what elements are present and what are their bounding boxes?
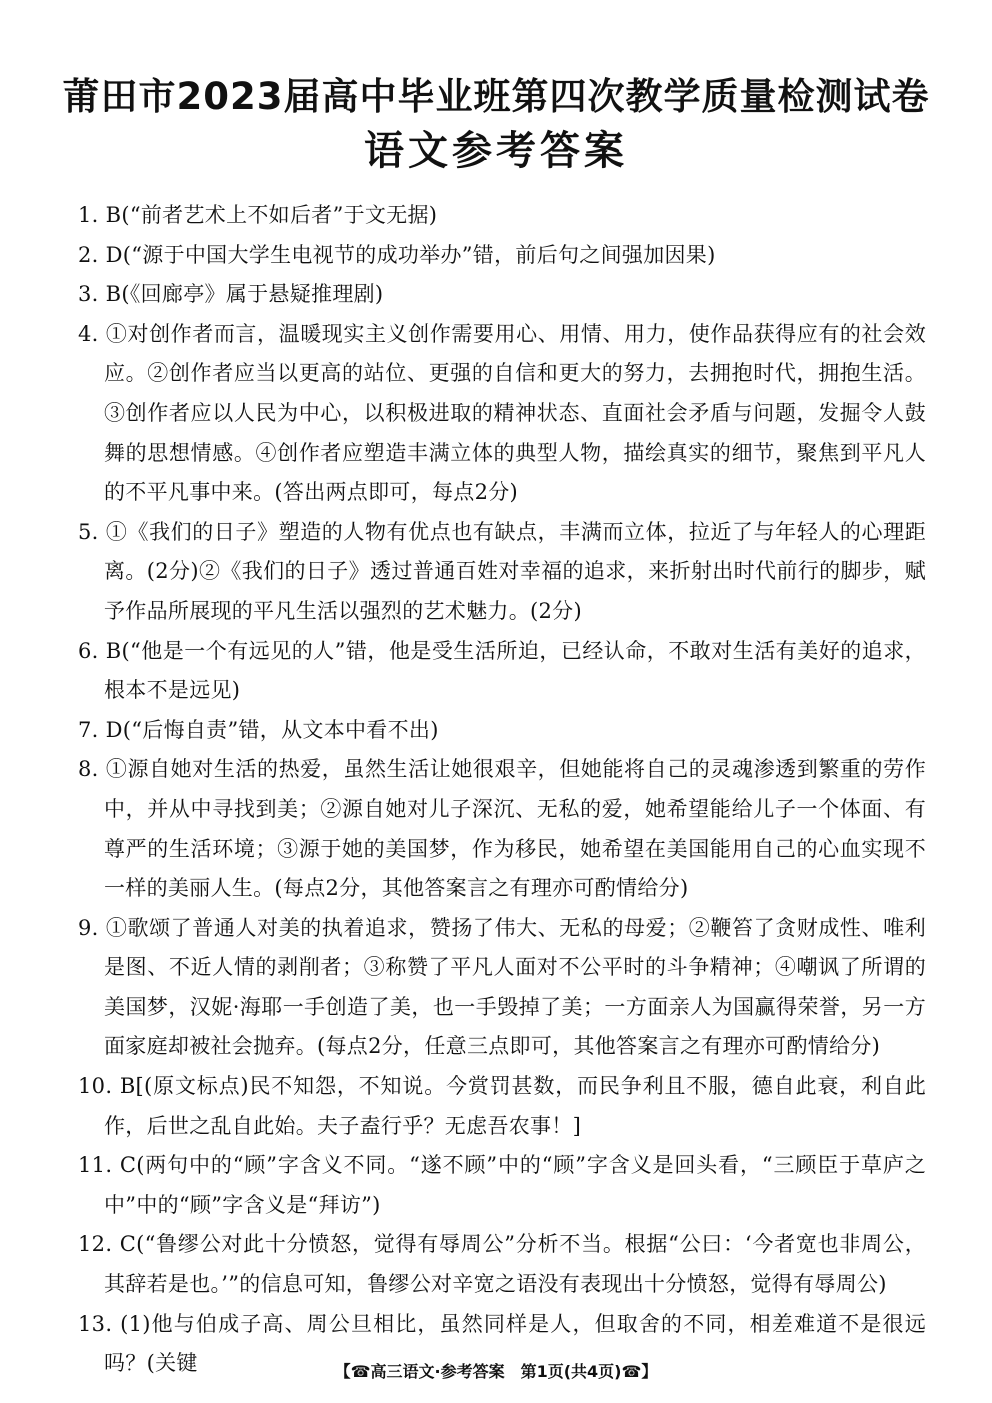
answer-item-9: 9. ①歌颂了普通人对美的执着追求，赞扬了伟大、无私的母爱；②鞭笞了贪财成性、唯利是图、不近人情的剥削者；③称赞了平凡人面对不公平时的斗争精神；④嘲讽了所谓的美国梦，汉妮·海耶一手创造了美，也一手毁掉了美；一方面亲人为国赢得荣誉，另一方面家庭却被社会抛弃。(每点2分，任意三点即可，其他答案言之有理亦可酌情给分) — [78, 915, 926, 1059]
answer-item-2: 2. D(“源于中国大学生电视节的成功举办”错，前后句之间强加因果) — [78, 242, 716, 267]
answer-item-11: 11. C(两句中的“顾”字含义不同。“遂不顾”中的“顾”字含义是回头看，“三顾臣于草庐之中”中的“顾”字含义是“拜访”) — [78, 1153, 926, 1217]
exam-title: 莆田市2023届高中毕业班第四次教学质量检测试卷 — [62, 75, 930, 118]
answer-list — [78, 196, 926, 1384]
answer-item-13: 13. (1)他与伯成子高、周公旦相比，虽然同样是人，但取舍的不同，相差难道不是很远吗？(关键 — [78, 1311, 926, 1376]
page-footer: 【☎高三语文·参考答案 第1页(共4页)☎】 — [334, 1362, 658, 1381]
answer-item-8: 8. ①源自她对生活的热爱，虽然生活让她很艰辛，但她能将自己的灵魂渗透到繁重的劳作中，并从中寻找到美；②源自她对儿子深沉、无私的爱，她希望能给儿子一个体面、有尊严的生活环境；③源于她的美国梦，作为移民，她希望在美国能用自己的心血实现不一样的美丽人生。(每点2分，其他答案言之有理亦可酌情给分) — [78, 757, 926, 901]
answer-item-12: 12. C(“鲁缪公对此十分愤怒，觉得有辱周公”分析不当。根据“公曰：‘今者宽也非周公，其辞若是也。’”的信息可知，鲁缪公对辛宽之语没有表现出十分愤怒，觉得有辱周公) — [78, 1232, 926, 1297]
answer-item-4: 4. ①对创作者而言，温暖现实主义创作需要用心、用情、用力，使作品获得应有的社会效应。②创作者应当以更高的站位、更强的自信和更大的努力，去拥抱时代，拥抱生活。③创作者应以人民为中心，以积极进取的精神状态、直面社会矛盾与问题，发掘令人鼓舞的思想情感。④创作者应塑造丰满立体的典型人物，描绘真实的细节，聚焦到平凡人的不平凡事中来。(答出两点即可，每点2分) — [78, 321, 926, 505]
answer-key-title: 语文参考答案 — [364, 128, 628, 174]
answer-item-6: 6. B(“他是一个有远见的人”错，他是受生活所迫，已经认命，不敢对生活有美好的追求，根本不是远见) — [78, 638, 926, 703]
answer-item-5: 5. ①《我们的日子》塑造的人物有优点也有缺点，丰满而立体，拉近了与年轻人的心理距离。(2分)②《我们的日子》透过普通百姓对幸福的追求，来折射出时代前行的脚步，赋予作品所展现的平凡生活以强烈的艺术魅力。(2分) — [78, 519, 926, 623]
answer-item-7: 7. D(“后悔自责”错，从文本中看不出) — [78, 717, 439, 742]
answer-item-10: 10. B[(原文标点)民不知怨，不知说。今赏罚甚数，而民争利且不服，德自此衰，利自此作，后世之乱自此始。夫子盍行乎？无虑吾农事！] — [78, 1074, 926, 1138]
answer-item-3: 3. B(《回廊亭》属于悬疑推理剧) — [78, 282, 384, 307]
answer-item-1: 1. B(“前者艺术上不如后者”于文无据) — [78, 203, 438, 227]
